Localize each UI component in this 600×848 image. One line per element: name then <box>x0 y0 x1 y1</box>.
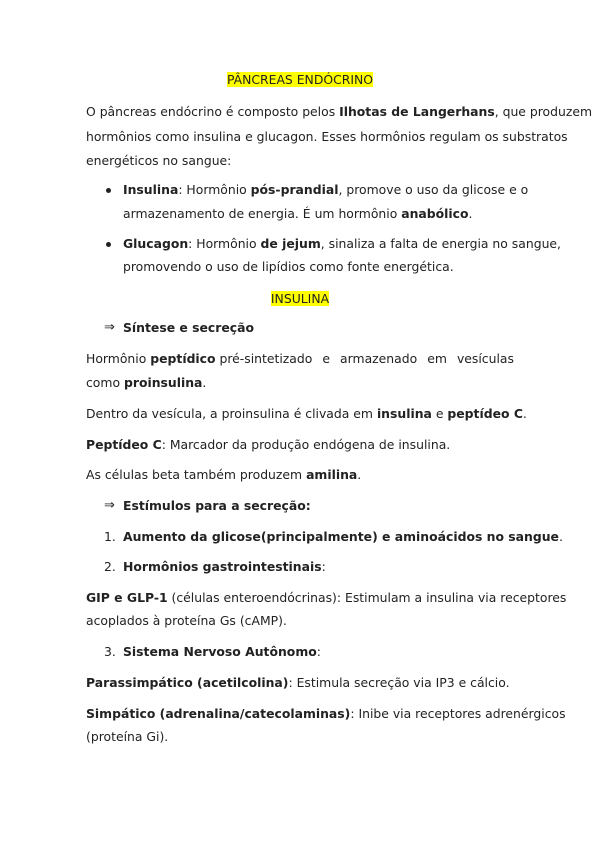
sintese-paragraph-3: Peptídeo C: Marcador da produção endógena de insulina. <box>86 437 451 452</box>
list-number: 1. <box>104 529 116 544</box>
parassimpatico-paragraph: Parassimpático (acetilcolina): Estimula secreção via IP3 e cálcio. <box>86 675 510 690</box>
simpatico-paragraph-line-1: Simpático (adrenalina/catecolaminas): Inibe via receptores adrenérgicos <box>86 706 566 721</box>
heading-estimulos: Estímulos para a secreção: <box>123 498 311 513</box>
sintese-paragraph-2: Dentro da vesícula, a proinsulina é clivada em insulina e peptídeo C. <box>86 406 527 421</box>
arrow-icon: ⇒ <box>104 498 115 513</box>
list-number: 2. <box>104 559 116 574</box>
intro-line-1: O pâncreas endócrino é composto pelos Ilhotas de Langerhans, que produzem <box>86 104 593 119</box>
arrow-icon: ⇒ <box>104 320 115 335</box>
gip-paragraph-line-1: GIP e GLP-1 (células enteroendócrinas): Estimulam a insulina via receptores <box>86 590 567 605</box>
sintese-paragraph-line-1: Hormônio peptídico pré-sintetizado e armazenado em vesículas <box>86 351 514 366</box>
sintese-paragraph-line-2: como proinsulina. <box>86 375 207 390</box>
bullet-dot <box>106 188 111 193</box>
simpatico-paragraph-line-2: (proteína Gi). <box>86 729 169 744</box>
estimulo-item-1: Aumento da glicose(principalmente) e aminoácidos no sangue. <box>123 529 563 544</box>
bullet-glucagon-line-1: Glucagon: Hormônio de jejum, sinaliza a falta de energia no sangue, <box>123 236 561 251</box>
heading-sintese: Síntese e secreção <box>123 320 254 335</box>
section-title-insulina: INSULINA <box>270 291 330 306</box>
gip-paragraph-line-2: acoplados à proteína Gs (cAMP). <box>86 613 287 628</box>
list-number: 3. <box>104 644 116 659</box>
sintese-paragraph-4: As células beta também produzem amilina. <box>86 467 362 482</box>
estimulo-item-3: Sistema Nervoso Autônomo: <box>123 644 321 659</box>
bullet-insulina-line-1: Insulina: Hormônio pós-prandial, promove o uso da glicose e o <box>123 182 529 197</box>
intro-line-2: hormônios como insulina e glucagon. Esses hormônios regulam os substratos <box>86 129 568 144</box>
bullet-glucagon-line-2: promovendo o uso de lipídios como fonte energética. <box>123 259 454 274</box>
document-title: PÂNCREAS ENDÓCRINO <box>226 72 374 87</box>
bullet-insulina-line-2: armazenamento de energia. É um hormônio anabólico. <box>123 206 473 221</box>
intro-line-3: energéticos no sangue: <box>86 153 232 168</box>
estimulo-item-2: Hormônios gastrointestinais: <box>123 559 326 574</box>
bullet-dot <box>106 242 111 247</box>
